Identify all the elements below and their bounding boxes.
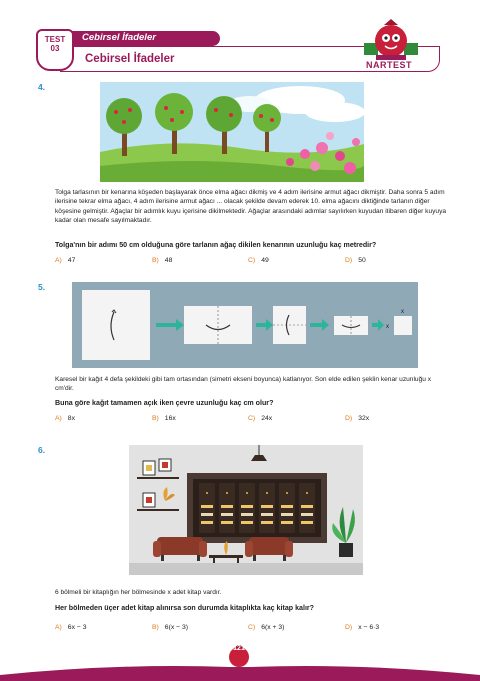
book-stack	[241, 521, 253, 524]
option-letter: B)	[152, 415, 159, 422]
book-stack	[221, 521, 233, 524]
book-stack	[301, 505, 313, 508]
option-text: 50	[358, 257, 366, 264]
final-side-label: x	[386, 324, 389, 330]
question-6-text: Her bölmeden üçer adet kitap alınırsa son durumda kitaplıkta kaç kitap kalır?	[55, 604, 315, 612]
question-4-option-a[interactable]	[55, 257, 75, 264]
book-stack	[201, 521, 213, 524]
option-letter: A)	[55, 415, 62, 422]
option-letter: D)	[345, 624, 353, 631]
test-number: 03	[50, 44, 60, 53]
section-knob	[306, 492, 308, 494]
header-banner	[60, 31, 220, 46]
option-letter: D)	[345, 257, 353, 264]
option-text: 6(x − 3)	[164, 624, 189, 631]
paper-folding-diagram	[72, 282, 418, 368]
book-stack	[201, 513, 213, 516]
question-6-option-c[interactable]	[248, 624, 284, 631]
book-stack	[201, 505, 213, 508]
logo-text: NARTEST	[366, 60, 412, 70]
test-badge	[36, 29, 74, 71]
final-square	[394, 316, 412, 335]
question-4-option-b[interactable]	[152, 257, 172, 264]
question-5-number: 5.	[38, 282, 46, 292]
final-top-label: x	[401, 309, 404, 315]
book-stack	[261, 505, 273, 508]
question-6-number: 6.	[38, 445, 46, 455]
section-knob	[246, 492, 248, 494]
option-letter: B)	[152, 624, 159, 631]
question-4-option-d[interactable]	[345, 257, 366, 264]
banner-title: Cebirsel İfadeler	[82, 32, 156, 43]
book-stack	[241, 505, 253, 508]
option-letter: C)	[248, 415, 256, 422]
test-label: TEST	[44, 35, 66, 44]
question-5-option-a[interactable]	[55, 415, 75, 422]
question-4-option-c[interactable]	[248, 257, 269, 264]
question-5-paragraph: Karesel bir kağıt 4 defa şekildeki gibi tam ortasından (simetri ekseni boyunca) katlanıyor. Son elde edilen şeklin kenar uzunluğu x cm'dir.	[55, 376, 432, 393]
living-room-illustration	[129, 445, 363, 575]
option-letter: B)	[152, 257, 159, 264]
book-stack	[261, 521, 273, 524]
question-6-paragraph: 6 bölmeli bir kitaplığın her bölmesinde x adet kitap vardır.	[55, 589, 222, 596]
book-stack	[301, 521, 313, 524]
section-knob	[226, 492, 228, 494]
question-6-option-b[interactable]	[152, 624, 188, 631]
question-6-option-d[interactable]	[345, 624, 379, 631]
section-knob	[266, 492, 268, 494]
book-stack	[261, 513, 273, 516]
section-title: Cebirsel İfadeler	[85, 53, 175, 65]
option-text: 48	[164, 257, 173, 264]
book-stack	[281, 521, 293, 524]
question-5-option-d[interactable]	[345, 415, 369, 422]
option-text: 24x	[261, 415, 273, 422]
option-text: 16x	[164, 415, 176, 422]
option-text: 6(x + 3)	[261, 624, 285, 631]
option-text: 6x − 3	[67, 624, 87, 631]
question-4-text: Tolga'nın bir adımı 50 cm olduğuna göre tarlanın ağaç dikilen kenarının uzunluğu kaç metredir?	[55, 241, 377, 249]
book-stack	[221, 513, 233, 516]
book-stack	[241, 513, 253, 516]
book-stack	[301, 513, 313, 516]
option-text: 49	[261, 257, 269, 264]
section-knob	[206, 492, 208, 494]
option-text: x − 6·3	[358, 624, 380, 631]
option-letter: C)	[248, 257, 256, 264]
option-letter: D)	[345, 415, 353, 422]
question-4-number: 4.	[38, 82, 46, 92]
option-text: 47	[67, 257, 76, 264]
full-square	[82, 290, 150, 360]
option-text: 32x	[358, 415, 370, 422]
page-number: 121	[233, 645, 245, 652]
question-5-text: Buna göre kağıt tamamen açık iken çevre uzunluğu kaç cm olur?	[55, 399, 274, 407]
section-knob	[286, 492, 288, 494]
question-5-option-c[interactable]	[248, 415, 272, 422]
question-6-option-a[interactable]	[55, 624, 87, 631]
option-letter: A)	[55, 257, 62, 264]
question-5-option-b[interactable]	[152, 415, 176, 422]
book-stack	[281, 505, 293, 508]
orchard-illustration	[100, 82, 364, 182]
book-stack	[281, 513, 293, 516]
question-4-paragraph: Tolga tarlasının bir kenarına köşeden başlayarak önce elma ağacı dikmiş ve 4 adım ilerisine armut ağacı dikmiştir. Daha sonra 5 adım ilerisine tekrar elma ağacı, 4 adım ilerisine armut ağacı ... olacak şekilde devam ederek 10. elma ağacını diktiğinde tarlanın diğer köşesine gelmiştir. Ağaçlar bir adımlık kuyu içerisine dikilmektedir. Ağaçlar arasındaki adımlar sayılırken kuyudan itibaren diğer kuyuya kadar olan mesafe sayılmaktadır.	[55, 189, 447, 225]
option-letter: C)	[248, 624, 256, 631]
option-letter: A)	[55, 624, 62, 631]
book-stack	[221, 505, 233, 508]
option-text: 8x	[67, 415, 75, 422]
